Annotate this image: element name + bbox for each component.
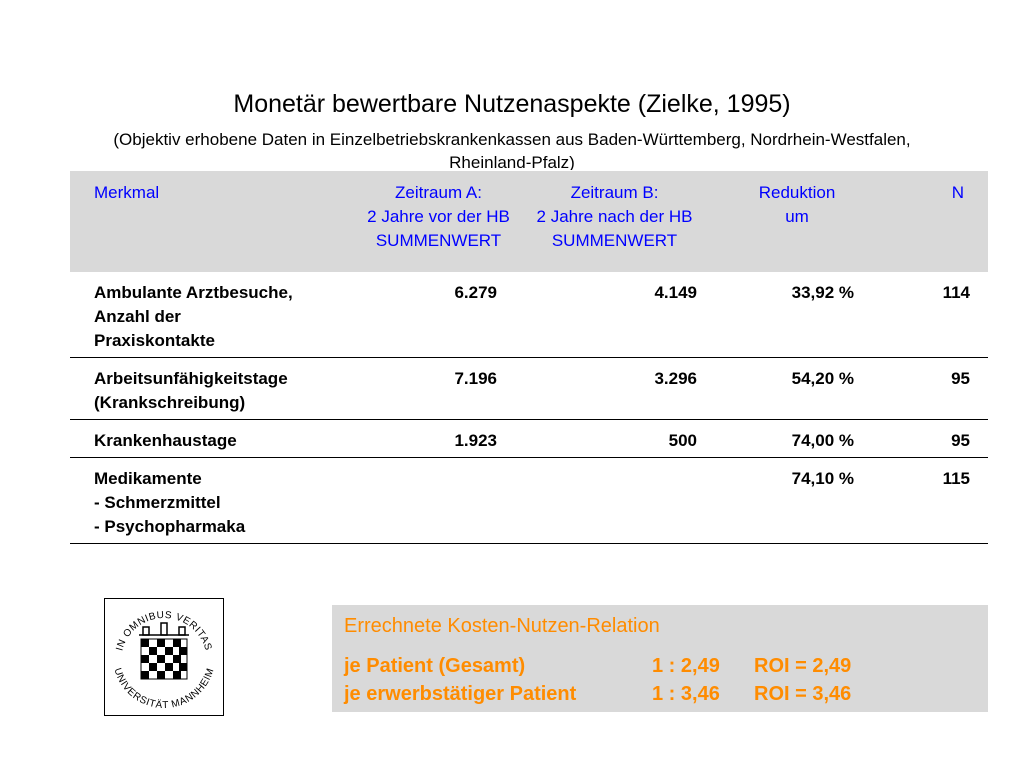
cell-zeitraum-a: 1.923 bbox=[365, 420, 512, 458]
table-row bbox=[70, 272, 988, 358]
page-subtitle: (Objektiv erhobene Daten in Einzelbetriebskrankenkassen aus Baden-Württemberg, Nordrhein-Westfalen, Rheinland-Pfalz) bbox=[113, 130, 911, 170]
cost-benefit-roi: ROI = 2,49 bbox=[754, 655, 852, 677]
header-zeitraum-a-line2: 2 Jahre vor der HB bbox=[367, 207, 510, 226]
cell-n: 114 bbox=[877, 272, 988, 358]
merkmal-line: Anzahl der bbox=[94, 307, 181, 326]
cell-zeitraum-a: 6.279 bbox=[365, 272, 512, 358]
table-row bbox=[70, 420, 988, 458]
logo-text-bottom: UNIVERSITÄT MANNHEIM bbox=[111, 666, 217, 712]
header-zeitraum-b-line1: Zeitraum B: bbox=[570, 183, 659, 202]
cell-zeitraum-a: 7.196 bbox=[365, 358, 512, 420]
checkerboard-icon bbox=[141, 639, 187, 679]
merkmal-line: Arbeitsunfähigkeitstage bbox=[94, 369, 288, 388]
cell-n: 115 bbox=[877, 458, 988, 544]
table-row bbox=[70, 358, 988, 420]
header-reduktion bbox=[717, 171, 877, 272]
merkmal-line: Ambulante Arztbesuche, bbox=[94, 283, 293, 302]
table-header-row bbox=[70, 171, 988, 272]
cost-benefit-title: Errechnete Kosten-Nutzen-Relation bbox=[344, 615, 660, 637]
cell-n: 95 bbox=[877, 420, 988, 458]
data-table bbox=[70, 171, 988, 544]
cell-zeitraum-b: 3.296 bbox=[512, 358, 717, 420]
header-zeitraum-a-line1: Zeitraum A: bbox=[395, 183, 482, 202]
logo-text-top: IN OMNIBUS VERITAS bbox=[114, 609, 214, 653]
cost-benefit-label: je erwerbstätiger Patient bbox=[344, 683, 577, 705]
cell-reduktion: 33,92 % bbox=[717, 272, 877, 358]
cost-benefit-box bbox=[332, 605, 988, 712]
cell-n: 95 bbox=[877, 358, 988, 420]
cell-merkmal bbox=[70, 458, 365, 544]
header-n: N bbox=[877, 171, 988, 272]
header-reduktion-line1: Reduktion bbox=[758, 183, 836, 202]
university-logo bbox=[104, 598, 224, 716]
cost-benefit-ratio: 1 : 3,46 bbox=[652, 683, 720, 705]
merkmal-line: Krankenhaustage bbox=[94, 431, 237, 450]
cell-reduktion: 54,20 % bbox=[717, 358, 877, 420]
merkmal-line: - Psychopharmaka bbox=[94, 517, 246, 536]
merkmal-line: Medikamente bbox=[94, 469, 202, 488]
cell-zeitraum-b: 500 bbox=[512, 420, 717, 458]
header-zeitraum-b-line3: SUMMENWERT bbox=[551, 231, 678, 250]
merkmal-line: (Krankschreibung) bbox=[94, 393, 246, 412]
table-row bbox=[70, 458, 988, 544]
cell-zeitraum-a bbox=[365, 458, 512, 544]
cell-reduktion: 74,00 % bbox=[717, 420, 877, 458]
cell-merkmal bbox=[70, 420, 365, 458]
page-title: Monetär bewertbare Nutzenaspekte (Zielke, 1995) bbox=[233, 90, 791, 118]
header-merkmal: Merkmal bbox=[70, 171, 365, 272]
merkmal-line: - Schmerzmittel bbox=[94, 493, 221, 512]
university-seal-icon bbox=[105, 599, 223, 715]
cell-zeitraum-b bbox=[512, 458, 717, 544]
header-zeitraum-a bbox=[365, 171, 512, 272]
cell-reduktion: 74,10 % bbox=[717, 458, 877, 544]
header-reduktion-line2: um bbox=[785, 207, 809, 226]
cost-benefit-label: je Patient (Gesamt) bbox=[344, 655, 526, 677]
header-zeitraum-b bbox=[512, 171, 717, 272]
cost-benefit-roi: ROI = 3,46 bbox=[754, 683, 852, 705]
cell-merkmal bbox=[70, 272, 365, 358]
cell-zeitraum-b: 4.149 bbox=[512, 272, 717, 358]
merkmal-line: Praxiskontakte bbox=[94, 331, 215, 350]
header-zeitraum-a-line3: SUMMENWERT bbox=[375, 231, 502, 250]
cost-benefit-ratio: 1 : 2,49 bbox=[652, 655, 720, 677]
cell-merkmal bbox=[70, 358, 365, 420]
header-zeitraum-b-line2: 2 Jahre nach der HB bbox=[536, 207, 693, 226]
